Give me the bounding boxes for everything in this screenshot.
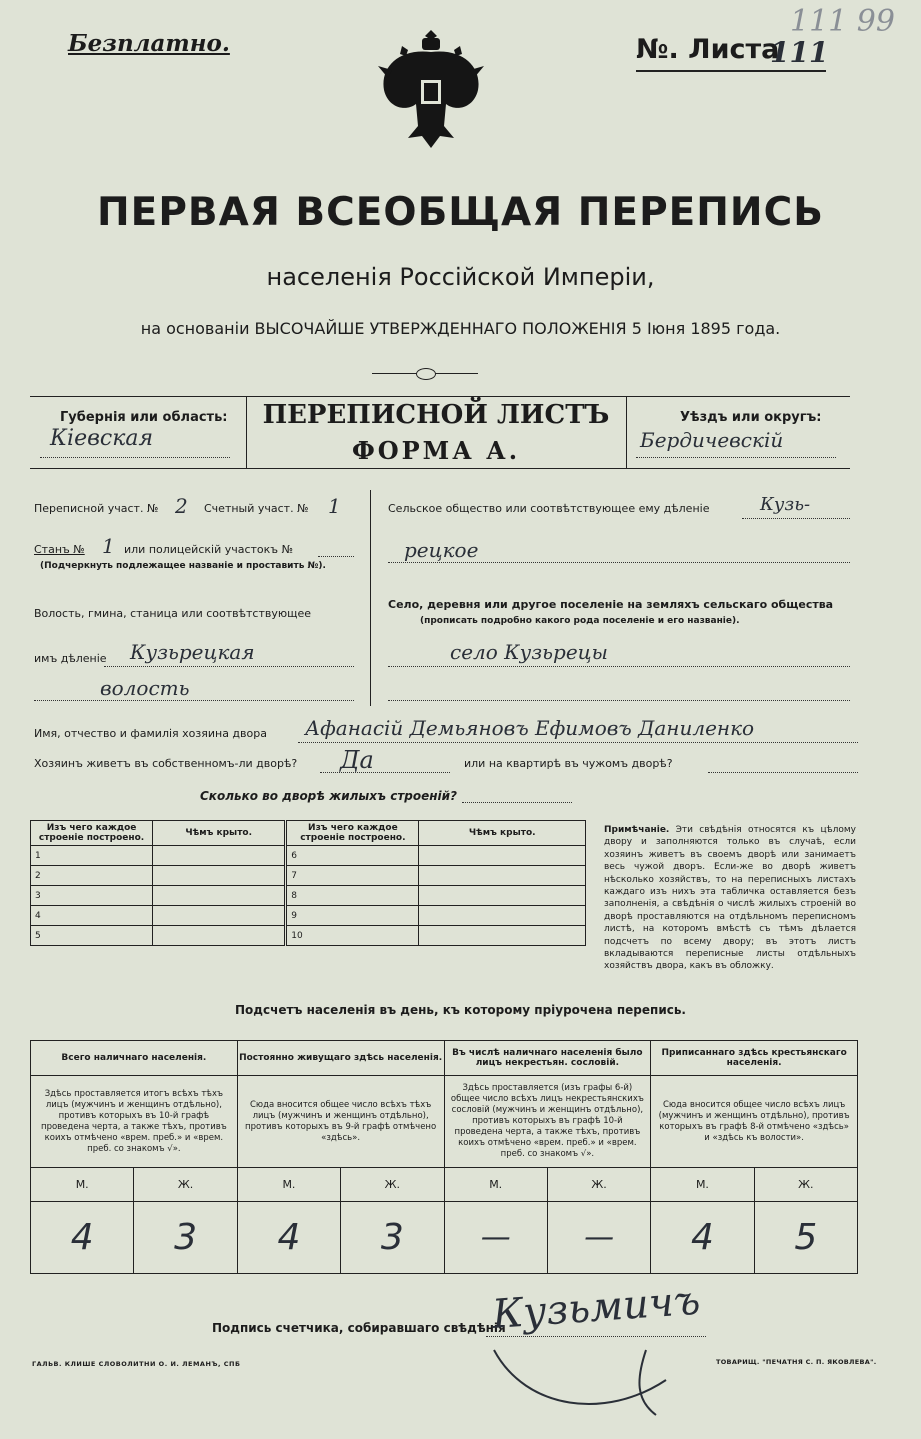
owner-name-value: Афанасій Демьяновъ Ефимовъ Даниленко xyxy=(305,716,755,740)
pop-col-male: М. xyxy=(444,1168,547,1202)
volost-label: Волость, гмина, станица или соотвѣтствующее xyxy=(34,607,312,620)
form-subtitle: ФОРМА А. xyxy=(351,436,521,465)
village-note: (прописать подробно какого рода поселеніе и его названіе). xyxy=(420,616,740,626)
gubernia-label: Губернія или область: xyxy=(60,410,228,425)
stan-value: 1 xyxy=(102,534,115,558)
table-row: 2 7 xyxy=(31,866,586,886)
village-value: село Кузьрецы xyxy=(450,640,608,664)
division-label: имъ дѣленіе xyxy=(34,652,107,665)
signature-value: Кузьмичъ xyxy=(490,1277,702,1338)
rent-label: или на квартирѣ въ чужомъ дворѣ? xyxy=(464,757,673,770)
volost-value-2: волость xyxy=(100,676,190,700)
note-text: Эти свѣдѣнія относятся къ цѣлому двору и заполняются только въ случаѣ, если хозяинъ живетъ въ своемъ дворѣ или занимаетъ весь чужой дворъ. Если-же во дворѣ живетъ нѣсколько хозяйствъ, то на переписныхъ листахъ каждаго изъ нихъ эта табличка оставляется безъ заполненія, а свѣдѣнія о числѣ жилыхъ строеній во дворѣ проставляются на отдѣльномъ переписномъ листѣ, на которомъ вмѣстѣ съ тѣмъ дѣлается подсчетъ по всему двору; въ этотъ листъ вкладываются переписные листы отдѣльныхъ хозяйствъ двора, какъ въ обложку. xyxy=(604,825,856,972)
form-title: ПЕРЕПИСНОЙ ЛИСТЪ xyxy=(262,400,610,430)
pop-value: 4 xyxy=(31,1202,134,1274)
pop-group-1-title: Всего наличнаго населенія. xyxy=(31,1041,238,1076)
pop-col-male: М. xyxy=(651,1168,754,1202)
buildings-col-material-2: Изъ чего каждое строеніе построено. xyxy=(286,821,419,846)
ornament-divider xyxy=(372,369,478,379)
pop-col-female: Ж. xyxy=(341,1168,444,1202)
underline-note: (Подчеркнуть подлежащее названіе и проставить №). xyxy=(40,561,326,571)
buildings-table xyxy=(30,820,586,946)
gubernia-value: Кіевская xyxy=(50,426,154,451)
police-label: или полицейскій участокъ № xyxy=(124,543,294,556)
buildings-col-roof-2: Чѣмъ крыто. xyxy=(419,821,586,846)
free-label: Безплатно. xyxy=(68,30,230,57)
society-label: Сельское общество или соотвѣтствующее ему дѣленіе xyxy=(388,502,710,515)
census-title: ПЕРВАЯ ВСЕОБЩАЯ ПЕРЕПИСЬ xyxy=(97,190,824,235)
pop-value: 4 xyxy=(237,1202,340,1274)
pop-col-male: М. xyxy=(31,1168,134,1202)
census-district-label: Переписной участ. № xyxy=(34,502,159,515)
signature-label: Подпись счетчика, собиравшаго свѣдѣнія xyxy=(212,1321,506,1335)
pop-group-2-title: Постоянно живущаго здѣсь населенія. xyxy=(237,1041,444,1076)
pop-value: 4 xyxy=(651,1202,754,1274)
uezd-value: Бердичевскій xyxy=(640,428,784,452)
footer-right: ТОВАРИЩ. "ПЕЧАТНЯ С. П. ЯКОВЛЕВА". xyxy=(716,1358,877,1366)
pop-group-3-desc: Здѣсь проставляется (изъ графы 6-й) общее число всѣхъ лицъ некрестьянскихъ сословій (мужчинъ и женщинъ отдѣльно), противъ которыхъ въ графѣ 10-й проведена черта, а также тѣхъ, противъ коихъ отмѣчено «врем. преб.» и «врем. преб. со знакомъ √». xyxy=(444,1076,651,1168)
population-heading: Подсчетъ населенія въ день, къ которому пріурочена перепись. xyxy=(235,1003,686,1017)
volost-value-1: Кузьрецкая xyxy=(130,640,255,664)
table-row: 3 8 xyxy=(31,886,586,906)
count-district-label: Счетный участ. № xyxy=(204,502,309,515)
stan-label: Станъ № xyxy=(34,543,85,556)
pop-col-male: М. xyxy=(237,1168,340,1202)
pop-col-female: Ж. xyxy=(547,1168,650,1202)
double-headed-eagle-icon xyxy=(378,28,484,156)
pop-value: — xyxy=(547,1202,650,1274)
table-row: 4 9 xyxy=(31,906,586,926)
owner-name-label: Имя, отчество и фамилія хозяина двора xyxy=(34,727,267,740)
pop-group-4-desc: Сюда вносится общее число всѣхъ лицъ (мужчинъ и женщинъ отдѣльно), противъ которыхъ въ графѣ 8-й отмѣчено «здѣсь» и «здѣсь къ волости». xyxy=(651,1076,858,1168)
census-subtitle: населенія Россійской Имперіи, xyxy=(266,263,655,291)
buildings-col-roof: Чѣмъ крыто. xyxy=(153,821,286,846)
count-district-value: 1 xyxy=(328,494,341,518)
pop-group-3-title: Въ числѣ наличнаго населенія было лицъ некрестьян. сословій. xyxy=(444,1041,651,1076)
society-value-1: Кузь- xyxy=(760,494,811,515)
table-row: 5 10 xyxy=(31,926,586,946)
own-yard-label: Хозяинъ живетъ въ собственномъ-ли дворѣ? xyxy=(34,757,298,770)
census-district-value: 2 xyxy=(175,494,188,518)
pop-value: 3 xyxy=(341,1202,444,1274)
signature-flourish-icon xyxy=(486,1340,716,1420)
pop-value: 5 xyxy=(754,1202,857,1274)
pop-value: — xyxy=(444,1202,547,1274)
buildings-col-material: Изъ чего каждое строеніе построено. xyxy=(31,821,153,846)
buildings-label: Сколько во дворѣ жилыхъ строеній? xyxy=(200,789,458,803)
sheet-number-value: 111 xyxy=(770,36,829,69)
own-yard-value: Да xyxy=(340,746,374,774)
pop-group-4-title: Приписаннаго здѣсь крестьянскаго населенія. xyxy=(651,1041,858,1076)
sheet-number-label: №. Листа xyxy=(636,34,780,65)
uezd-label: Уѣздъ или округъ: xyxy=(680,410,822,425)
society-value-2: рецкое xyxy=(404,538,479,562)
pop-group-1-desc: Здѣсь проставляется итогъ всѣхъ тѣхъ лицъ (мужчинъ и женщинъ отдѣльно), противъ которыхъ въ 10-й графѣ проведена черта, а также тѣхъ, противъ коихъ отмѣчено «врем. преб.» и «врем. преб. со знакомъ √». xyxy=(31,1076,238,1168)
table-row: 1 6 xyxy=(31,846,586,866)
pop-value: 3 xyxy=(134,1202,237,1274)
footer-left: ГАЛЬВ. КЛИШЕ СЛОВОЛИТНИ О. И. ЛЕМАНЪ, СПБ xyxy=(32,1360,241,1368)
corner-archive-note: 111 99 xyxy=(790,4,895,39)
census-basis: на основаніи ВЫСОЧАЙШЕ УТВЕРЖДЕННАГО ПОЛОЖЕНІЯ 5 Іюня 1895 года. xyxy=(140,319,781,338)
note-block xyxy=(604,824,856,973)
pop-col-female: Ж. xyxy=(754,1168,857,1202)
population-table xyxy=(30,1040,858,1274)
pop-group-2-desc: Сюда вносится общее число всѣхъ тѣхъ лицъ (мужчинъ и женщинъ отдѣльно), противъ которыхъ въ 9-й графѣ отмѣчено «здѣсь». xyxy=(237,1076,444,1168)
village-label: Село, деревня или другое поселеніе на земляхъ сельскаго общества xyxy=(388,598,834,611)
pop-col-female: Ж. xyxy=(134,1168,237,1202)
note-head: Примѣчаніе. xyxy=(604,825,670,835)
